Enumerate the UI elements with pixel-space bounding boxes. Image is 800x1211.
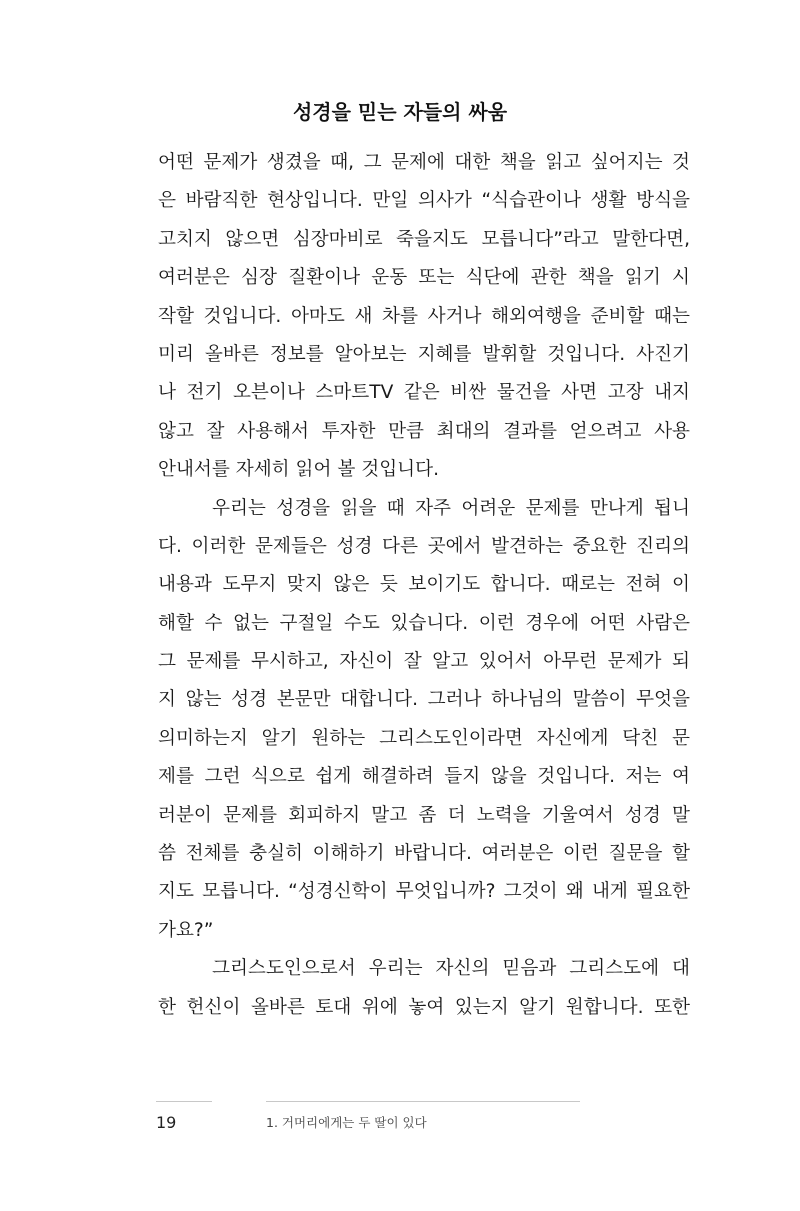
text-line: 않고 잘 사용해서 투자한 만큼 최대의 결과를 얻으려고 사용 <box>158 420 690 442</box>
text-line: 의미하는지 알기 원하는 그리스도인이라면 자신에게 닥친 문 <box>158 727 690 749</box>
text-line: 한 헌신이 올바른 토대 위에 놓여 있는지 알기 원합니다. 또한 <box>158 996 690 1018</box>
running-title: 1. 거머리에게는 두 딸이 있다 <box>266 1115 427 1130</box>
text-line: 해할 수 없는 구절일 수도 있습니다. 이런 경우에 어떤 사람은 <box>158 612 690 634</box>
text-line: 우리는 성경을 읽을 때 자주 어려운 문제를 만나게 됩니 <box>212 497 690 519</box>
text-line: 은 바람직한 현상입니다. 만일 의사가 “식습관이나 생활 방식을 <box>158 190 690 212</box>
body-text <box>158 144 690 1027</box>
text-line: 고치지 않으면 심장마비로 죽을지도 모릅니다”라고 말한다면, <box>158 228 690 250</box>
text-line: 작할 것입니다. 아마도 새 차를 사거나 해외여행을 준비할 때는 <box>158 305 690 327</box>
text-line: 그 문제를 무시하고, 자신이 잘 알고 있어서 아무런 문제가 되 <box>158 651 690 673</box>
text-line: 내용과 도무지 맞지 않은 듯 보이기도 합니다. 때로는 전혀 이 <box>158 574 690 596</box>
text-line: 그리스도인으로서 우리는 자신의 믿음과 그리스도에 대 <box>212 958 690 980</box>
text-line: 어떤 문제가 생겼을 때, 그 문제에 대한 책을 읽고 싶어지는 것 <box>158 152 690 173</box>
text-line: 여러분은 심장 질환이나 운동 또는 식단에 관한 책을 읽기 시 <box>158 267 690 289</box>
text-line: 지도 모릅니다. “성경신학이 무엇입니까? 그것이 왜 내게 필요한 <box>158 881 690 903</box>
text-line: 나 전기 오븐이나 스마트TV 같은 비싼 물건을 사면 고장 내지 <box>158 382 690 404</box>
page-number: 19 <box>156 1113 177 1132</box>
text-line: 가요?” <box>158 919 214 941</box>
text-line: 제를 그런 식으로 쉽게 해결하려 들지 않을 것입니다. 저는 여 <box>158 766 690 788</box>
text-line: 다. 이러한 문제들은 성경 다른 곳에서 발견하는 중요한 진리의 <box>158 535 690 557</box>
text-line: 안내서를 자세히 읽어 볼 것입니다. <box>158 459 440 481</box>
section-heading: 성경을 믿는 자들의 싸움 <box>292 100 508 124</box>
footer-divider-left <box>156 1101 212 1102</box>
text-line: 러분이 문제를 회피하지 말고 좀 더 노력을 기울여서 성경 말 <box>158 804 690 826</box>
footer-divider-right <box>266 1101 580 1102</box>
text-line: 지 않는 성경 본문만 대합니다. 그러나 하나님의 말씀이 무엇을 <box>158 689 690 711</box>
text-line: 씀 전체를 충실히 이해하기 바랍니다. 여러분은 이런 질문을 할 <box>158 843 690 865</box>
text-line: 미리 올바른 정보를 알아보는 지혜를 발휘할 것입니다. 사진기 <box>158 343 690 365</box>
